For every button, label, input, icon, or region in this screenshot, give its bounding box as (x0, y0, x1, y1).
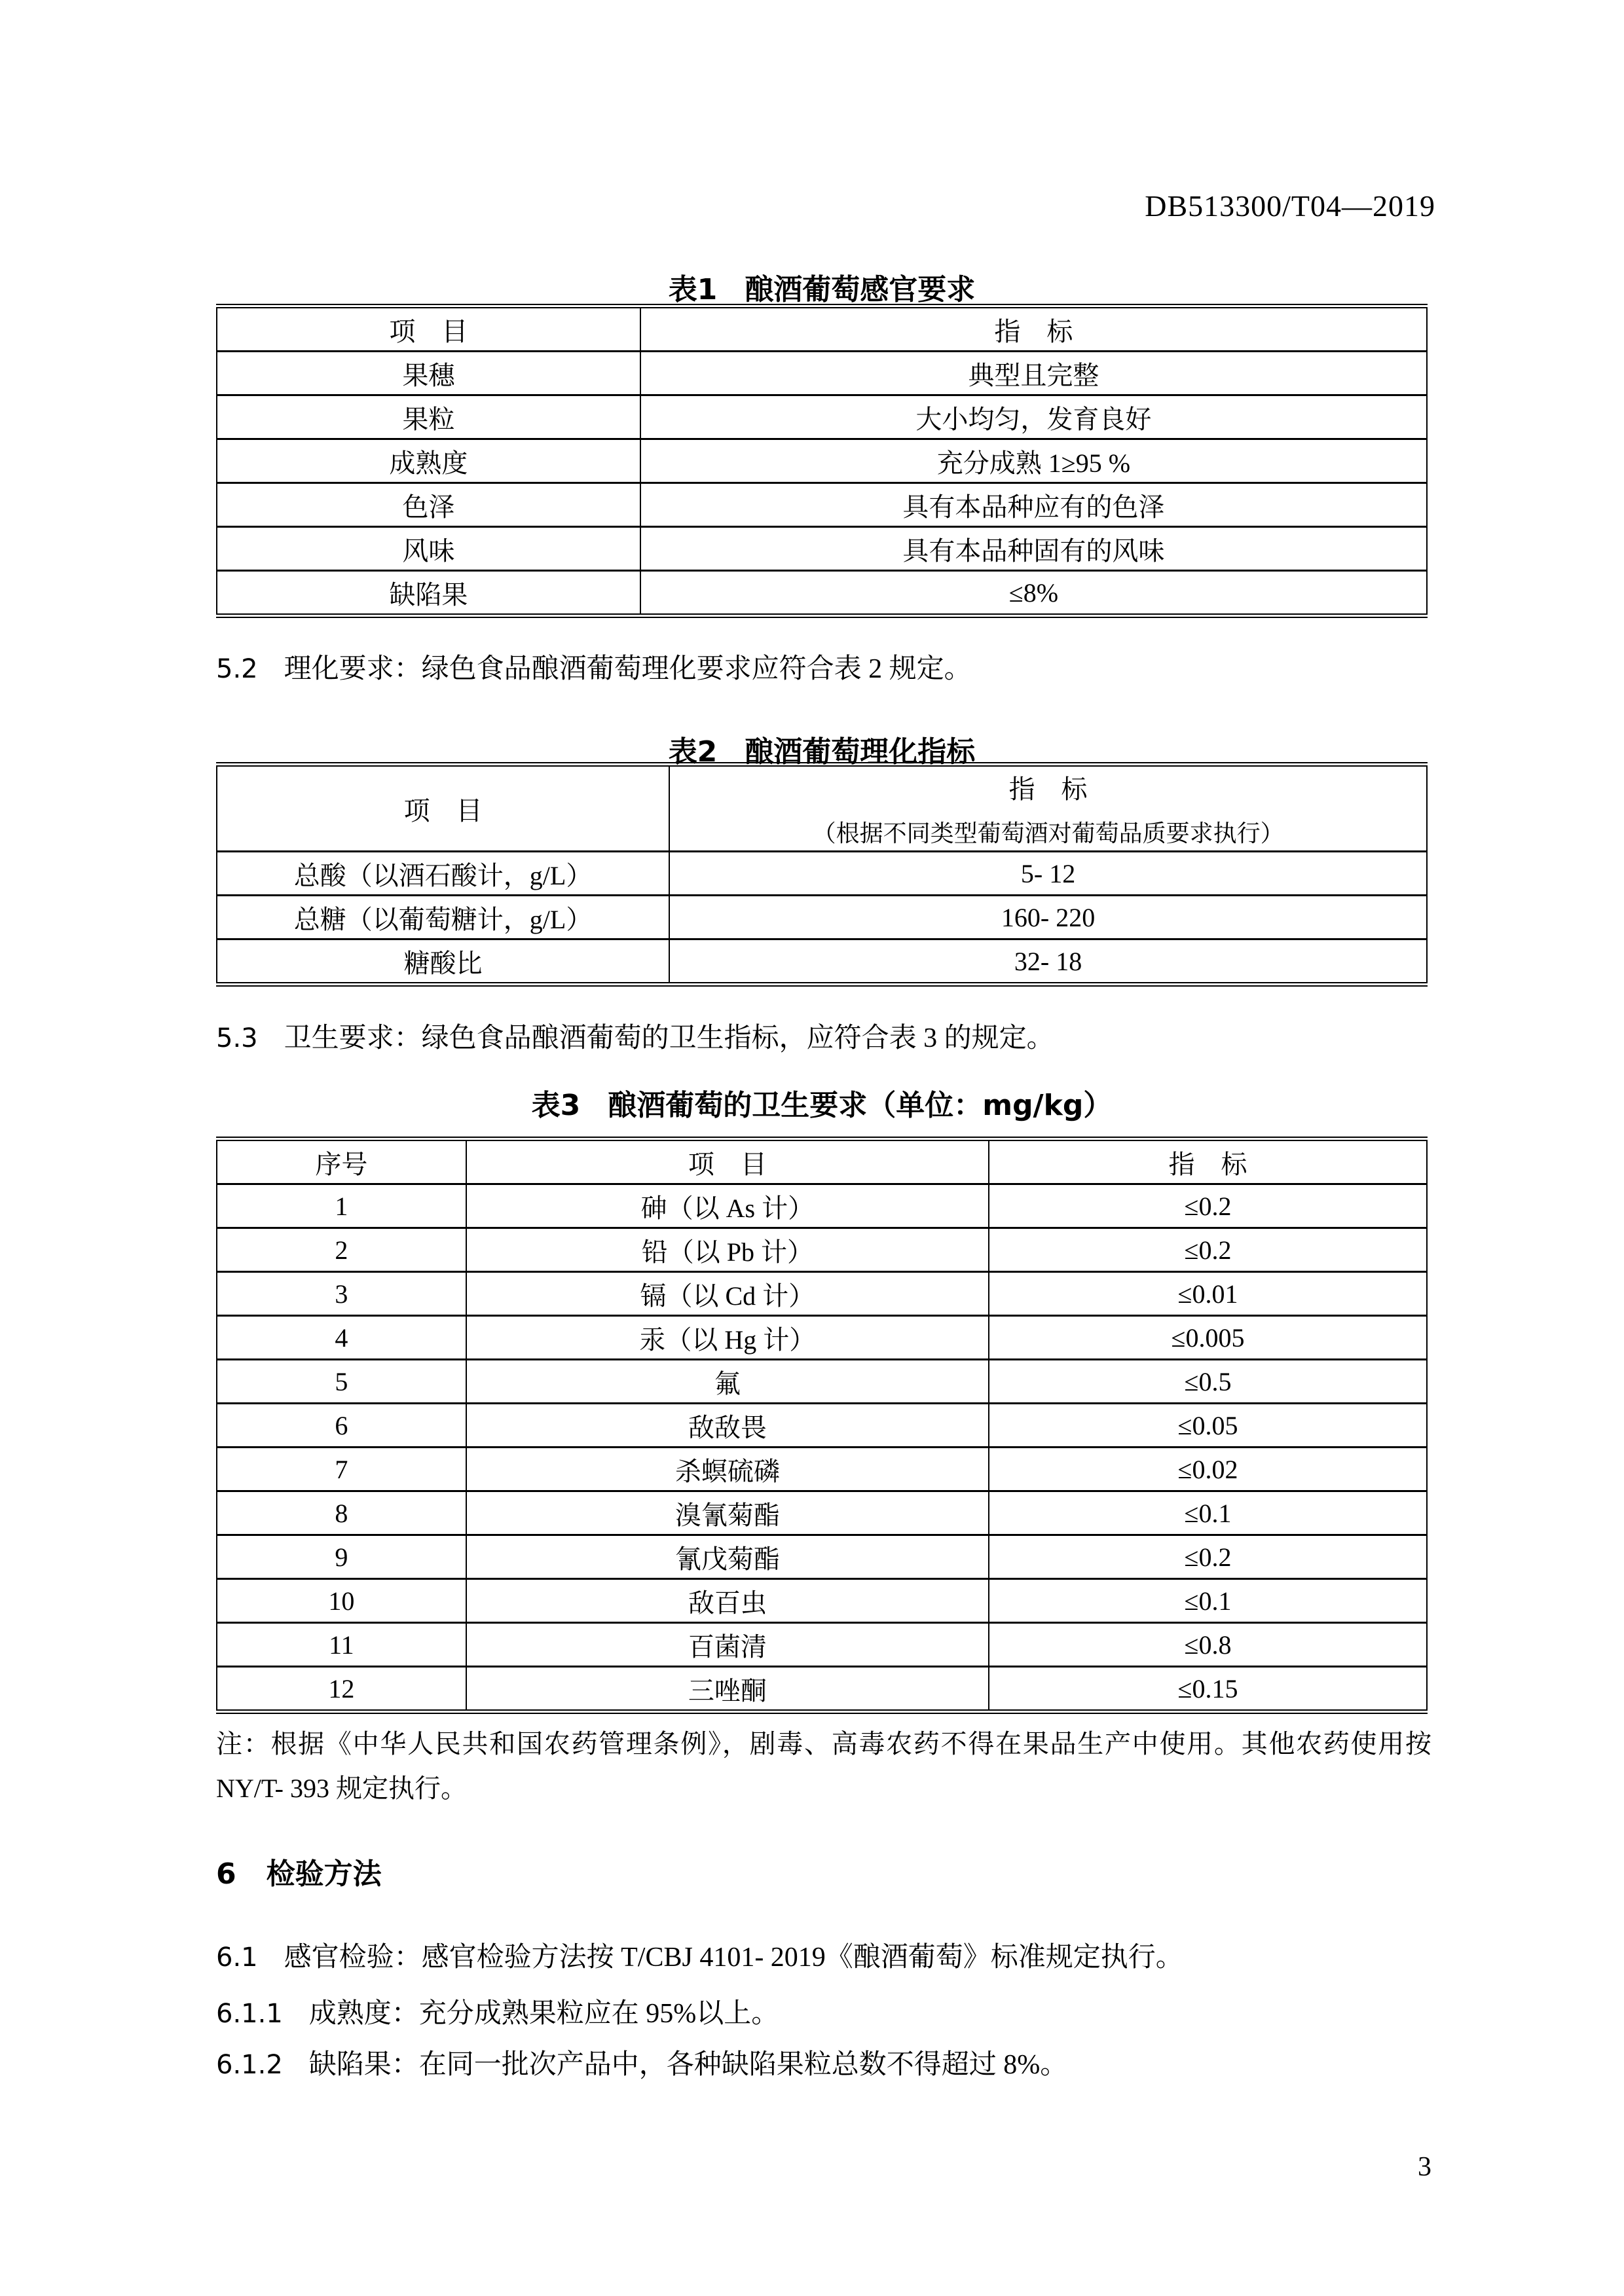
table2-label: 表2 (668, 735, 718, 769)
table-cell: 敌百虫 (466, 1579, 989, 1623)
table-cell: 三唑酮 (466, 1667, 989, 1712)
table-cell: 铅（以 Pb 计） (466, 1228, 989, 1272)
table-row (217, 1667, 1427, 1712)
section-6-1-1 (216, 1992, 1447, 2031)
section-text: 成熟度：充分成熟果粒应在 95%以上。 (308, 1999, 779, 2029)
table-cell: 典型且完整 (640, 352, 1427, 395)
table1-caption: 酿酒葡萄感官要求 (745, 273, 976, 306)
table1-title (216, 266, 1428, 308)
table-cell: ≤8% (640, 571, 1427, 616)
table3-caption: 酿酒葡萄的卫生要求（单位：mg/kg） (608, 1089, 1113, 1122)
table3-header-spec: 指 标 (989, 1139, 1427, 1184)
table-cell: 溴氰菊酯 (466, 1491, 989, 1535)
table-cell: ≤0.2 (989, 1228, 1427, 1272)
table-cell: 2 (217, 1228, 466, 1272)
table-row (217, 395, 1427, 439)
table-row (217, 939, 1427, 985)
table-cell: ≤0.5 (989, 1360, 1427, 1404)
table-row (217, 483, 1427, 527)
table-cell: 5- 12 (669, 852, 1427, 896)
table-cell: 总糖（以葡萄糖计，g/L） (217, 896, 669, 939)
section-text: 感官检验：感官检验方法按 T/CBJ 4101- 2019《酿酒葡萄》标准规定执行。 (284, 1942, 1183, 1973)
table-cell: 氟 (466, 1360, 989, 1404)
table-cell: 12 (328, 1673, 355, 1704)
table-row (217, 896, 1427, 939)
table-cell: ≤0.2 (989, 1535, 1427, 1579)
table1-sensory-requirements (216, 304, 1428, 618)
section-number: 6.1 (216, 1942, 258, 1973)
table3-title (216, 1082, 1428, 1123)
section-text: 卫生要求：绿色食品酿酒葡萄的卫生指标，应符合表 3 的规定。 (284, 1023, 1054, 1053)
table-cell: ≤0.1 (989, 1579, 1427, 1623)
table-cell: 百菌清 (466, 1623, 989, 1667)
table-row (217, 1228, 1427, 1272)
table-header-row (217, 765, 1427, 852)
table3-header-item: 项 目 (466, 1139, 989, 1184)
table-cell: 果粒 (217, 395, 640, 439)
table3-note: 注：根据《中华人民共和国农药管理条例》，剧毒、高毒农药不得在果品生产中使用。其他农药使用按 NY/T- 393 规定执行。 (216, 1729, 1431, 1803)
table-cell: 缺陷果 (389, 579, 468, 610)
table-cell: 9 (217, 1535, 466, 1579)
table-cell: 4 (217, 1316, 466, 1360)
table-cell: 具有本品种固有的风味 (640, 527, 1427, 571)
table-row (217, 852, 1427, 896)
table-cell: 6 (217, 1404, 466, 1448)
table-cell: 10 (217, 1579, 466, 1623)
table-row (217, 1491, 1427, 1535)
section-number: 5.2 (216, 654, 258, 684)
table-header-row (217, 306, 1427, 352)
table-cell: 5 (217, 1360, 466, 1404)
table-row (217, 571, 1427, 616)
table-row (217, 1404, 1427, 1448)
doc-code-header: DB513300/T04—2019 (1145, 189, 1435, 223)
table1-header-spec: 指 标 (640, 306, 1427, 352)
table2-physicochemical-indicators (216, 762, 1428, 987)
table-cell: 汞（以 Hg 计） (466, 1316, 989, 1360)
table-row (217, 1623, 1427, 1667)
section-number: 5.3 (216, 1023, 258, 1053)
table-row (217, 527, 1427, 571)
table-cell: 1 (217, 1184, 466, 1228)
section-number: 6 (216, 1857, 236, 1891)
table1-header-item: 项 目 (217, 306, 640, 352)
section-number: 6.1.2 (216, 2050, 283, 2080)
table-cell: 杀螟硫磷 (466, 1448, 989, 1491)
table-cell: 大小均匀，发育良好 (640, 395, 1427, 439)
table3-hygiene-requirements (216, 1137, 1428, 1714)
table-cell: 充分成熟 1≥95 % (640, 439, 1427, 483)
table-cell: ≤0.15 (989, 1667, 1427, 1712)
table-cell: 成熟度 (217, 439, 640, 483)
table2-header-item: 项 目 (217, 765, 669, 852)
table-cell: 11 (217, 1623, 466, 1667)
table-cell: 7 (217, 1448, 466, 1491)
table-cell: 3 (217, 1272, 466, 1316)
table-cell: 总酸（以酒石酸计，g/L） (217, 852, 669, 896)
table-cell: 镉（以 Cd 计） (466, 1272, 989, 1316)
section-heading-text: 检验方法 (266, 1857, 382, 1891)
table-cell: 果穗 (217, 352, 640, 395)
table-cell: 8 (217, 1491, 466, 1535)
table-cell: 糖酸比 (403, 948, 483, 978)
table3-label: 表3 (531, 1089, 581, 1122)
table-row (217, 1579, 1427, 1623)
section-text: 理化要求：绿色食品酿酒葡萄理化要求应符合表 2 规定。 (284, 654, 972, 684)
table-cell: 敌敌畏 (466, 1404, 989, 1448)
table-cell: 160- 220 (669, 896, 1427, 939)
table-cell: 32- 18 (669, 939, 1427, 985)
table-header-row (217, 1139, 1427, 1184)
section-6-heading (216, 1850, 1428, 1892)
table1-label: 表1 (668, 273, 718, 306)
table-row (217, 1184, 1427, 1228)
table-cell: 具有本品种应有的色泽 (640, 483, 1427, 527)
section-number: 6.1.1 (216, 1999, 283, 2029)
table-cell: 风味 (217, 527, 640, 571)
table-cell: ≤0.2 (989, 1184, 1427, 1228)
section-5-2 (216, 647, 1447, 686)
table-cell: 砷（以 As 计） (466, 1184, 989, 1228)
table-row (217, 1272, 1427, 1316)
table-cell: ≤0.1 (989, 1491, 1427, 1535)
table-cell: ≤0.8 (989, 1623, 1427, 1667)
table-cell: ≤0.01 (989, 1272, 1427, 1316)
section-6-1 (216, 1935, 1447, 1975)
table-row (217, 1316, 1427, 1360)
page-number: 3 (1418, 2152, 1431, 2182)
table-row (217, 1360, 1427, 1404)
table2-caption: 酿酒葡萄理化指标 (745, 735, 976, 769)
table-row (217, 1448, 1427, 1491)
table-cell: ≤0.05 (989, 1404, 1427, 1448)
table-cell: 氰戊菊酯 (466, 1535, 989, 1579)
section-5-3 (216, 1016, 1447, 1055)
section-6-1-2 (216, 2043, 1447, 2082)
table-row (217, 352, 1427, 395)
table-cell: ≤0.005 (989, 1316, 1427, 1360)
section-text: 缺陷果：在同一批次产品中，各种缺陷果粒总数不得超过 8%。 (308, 2050, 1068, 2080)
table2-header-spec-main: 指 标 (1008, 774, 1088, 804)
table2-header-spec-sub: （根据不同类型葡萄酒对葡萄品质要求执行） (812, 820, 1284, 847)
table2-header-spec (669, 765, 1427, 852)
table-row (217, 439, 1427, 483)
table-cell: ≤0.02 (989, 1448, 1427, 1491)
table-row (217, 1535, 1427, 1579)
table-cell: 色泽 (217, 483, 640, 527)
table3-header-no: 序号 (217, 1139, 466, 1184)
